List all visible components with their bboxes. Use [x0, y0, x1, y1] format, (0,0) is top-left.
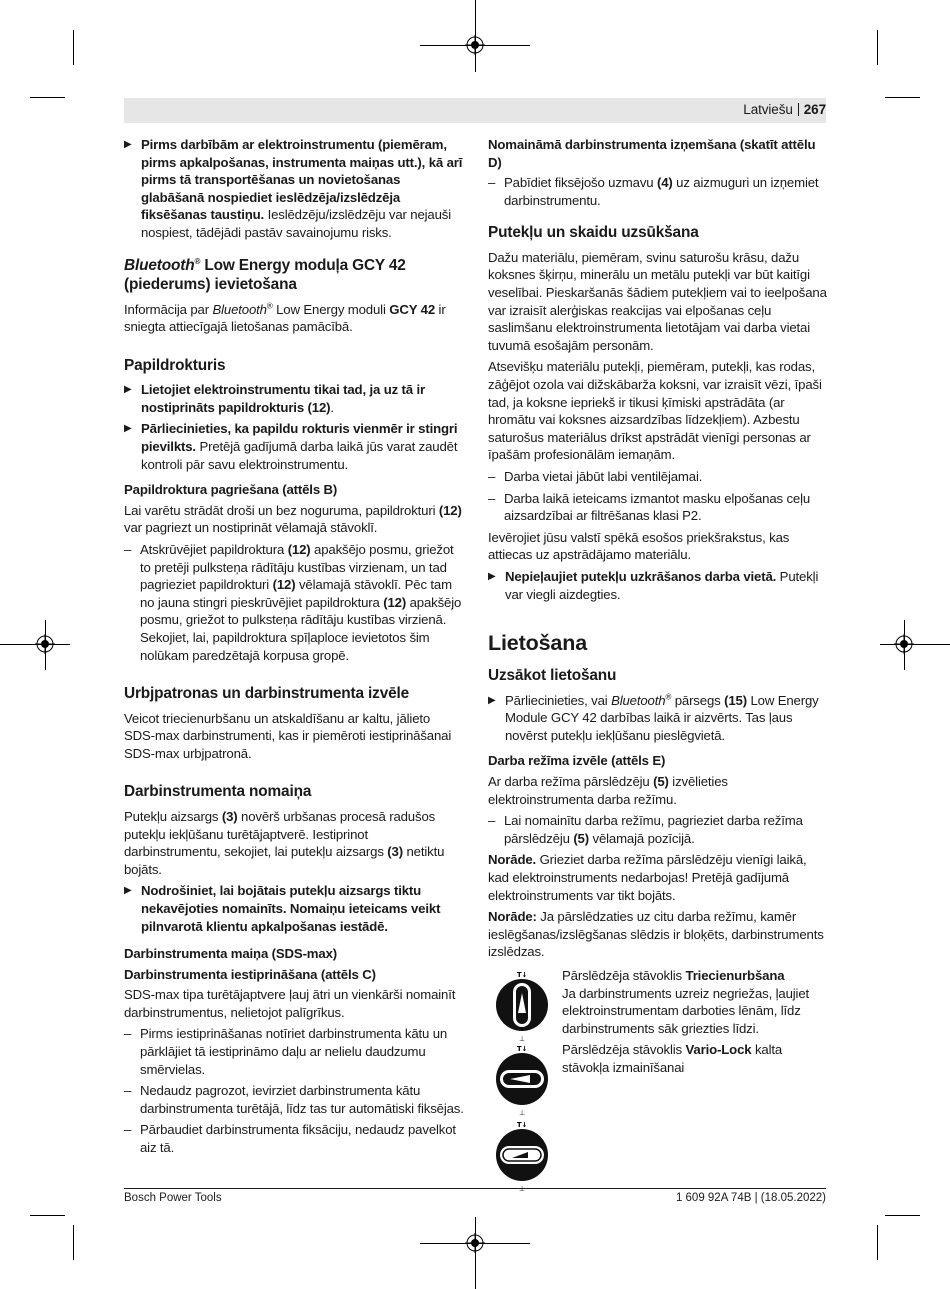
- bt-text-sup: ®: [266, 301, 273, 311]
- bluetooth-heading-rest: Low Energy moduļa GCY 42 (piederums) ievietošana: [124, 256, 406, 294]
- rotate-text: [124, 502, 464, 537]
- dust-step-1: – Darba vietai jābūt labi ventilējamai.: [488, 468, 828, 486]
- rotate-step-2: apakšējo posmu, griežot to pretēji pulksteņa rādītāju kustības virzienam, un tad pagrieziet papildrokturi: [140, 542, 454, 593]
- rotate-step-4: apakšējo posmu, griežot to pulksteņa rādītāju kustības virzienā. Sekojiet, lai, papildroktura spīļaploce ievietotos šim nolūkam paredzētajā korpusa gropē.: [140, 594, 462, 663]
- rotate-step-b2: (12): [272, 577, 296, 593]
- handle-bullet-1-end: .: [330, 399, 334, 415]
- change-warning: [124, 882, 464, 935]
- bluetooth-heading: [124, 256, 464, 295]
- dust-step-2: – Darba laikā ieteicams izmantot masku elpošanas ceļu aizsardzībai ar filtrēšanas klasi P2.: [488, 490, 828, 525]
- dust-heading: Putekļu un skaidu uzsūkšana: [488, 224, 699, 242]
- start-bullet-italic: Bluetooth: [611, 692, 666, 708]
- bt-text-3: ir sniegta attiecīgajā lietošanas pamācībā.: [124, 301, 446, 335]
- note-2: [488, 908, 828, 961]
- start-bullet-sup: ®: [665, 692, 672, 702]
- sw2-text: Pārslēdzēja stāvoklis: [562, 1042, 686, 1058]
- bluetooth-heading-sup: ®: [194, 256, 201, 266]
- crop-corner-tl: [73, 30, 74, 65]
- rotate-step: [124, 541, 464, 664]
- mode-text-1: Ar darba režīma pārslēdzēju: [488, 774, 654, 790]
- registration-mark-left-icon: [35, 634, 55, 654]
- handle-bullet-2-text: Pretējā gadījumā darba laikā jūs varat zaudēt kontroli pār savu elektroinstrumentu.: [141, 439, 458, 472]
- sw2-bold: Vario-Lock: [685, 1042, 752, 1058]
- sw1-bold: Triecienurbšana: [685, 967, 785, 983]
- rotate-step-b3: (12): [383, 594, 407, 610]
- chuck-text: Veicot triecienurbšanu un atskaldīšanu ar kaltu, jālieto SDS-max darbinstrumenti, kas ir piemēroti iestiprināšanai SDS-max urbjpatronā.: [124, 710, 452, 761]
- note-1: [488, 851, 828, 904]
- switch-dials: [488, 967, 556, 1202]
- footer-docid: 1 609 92A 74B | (18.05.2022): [675, 1192, 826, 1204]
- rotate-step-3: vēlamajā stāvoklī. Pēc tam no jauna stingri pieskrūvējiet papildroktura: [140, 577, 452, 610]
- handle-bullet-2-bold: Pārliecinieties, ka papildu rokturis vienmēr ir stingri pievilkts.: [141, 421, 458, 455]
- header-bar: [124, 98, 826, 123]
- insert-heading: Darbinstrumenta iestiprināšana (attēls C): [124, 966, 376, 982]
- remove-step: [488, 174, 828, 209]
- mode-step-1: Lai nomainītu darba režīmu, pagrieziet darba režīma pārslēdzēju: [504, 813, 803, 846]
- rotate-text-2: var pagriezt un nostiprināt vēlamajā stāvoklī.: [124, 520, 378, 536]
- mode-step-2: vēlamajā pozīcijā.: [588, 830, 695, 846]
- handle-bullet-2: [124, 420, 464, 473]
- mode-text-b: (5): [653, 774, 669, 790]
- dust-warning-bold: Nepieļaujiet putekļu uzkrāšanos darba vietā.: [505, 568, 777, 584]
- change-text-3: netiktu bojāts.: [124, 844, 445, 877]
- start-bullet-2: pārsegs: [671, 692, 725, 708]
- note-1-text: Grieziet darba režīma pārslēdzēju vienīgi laikā, kad elektroinstruments nedarbojas! Pretējā gadījumā elektroinstruments var tikt bojāts.: [488, 852, 807, 903]
- change-text: [124, 808, 464, 878]
- use-heading: Lietošana: [488, 631, 588, 656]
- rotate-heading: Papildroktura pagriešana (attēls B): [124, 482, 338, 498]
- crop-mark-bottom: [475, 1217, 476, 1289]
- crop-corner-tl-h: [30, 97, 65, 98]
- insert-step-2: – Nedaudz pagrozot, ievirziet darbinstrumenta kātu darbinstrumenta turētājā, līdz tas tur automātiski fiksējas.: [124, 1082, 464, 1117]
- header-language: Latviešu: [743, 102, 793, 117]
- svg-text:T↓: T↓: [516, 1120, 528, 1129]
- crop-mark-right: [880, 644, 950, 645]
- start-bullet-b: (15): [724, 692, 747, 708]
- left-column: [124, 136, 464, 1161]
- remove-step-b: (4): [656, 175, 673, 191]
- crop-corner-bl-h: [30, 1215, 65, 1216]
- start-bullet-3: Low Energy Module GCY 42 darbības laikā ir aizvērts. Tas ļaus novērst putekļu iekļūšanu pieslēgvietā.: [505, 692, 819, 743]
- handle-bullet-1-bold: Lietojiet elektroinstrumentu tikai tad, ja uz tā ir nostiprināts papildrokturis (12): [141, 382, 425, 415]
- registration-mark-right-icon: [894, 634, 914, 654]
- note-2-bold: Norāde:: [488, 909, 537, 925]
- dust-paragraph-2: Atsevišķu materiālu putekļi, piemēram, putekļi, kas rodas, zāģējot ozola vai dižskābarža koksni, var izraisīt vēzi, īpaši tad, ja koksne iepriekš ir tikusi ķīmiski apstrādāta (ar hromātu vai koksnes aizsardzības līdzekļiem). Azbestu saturošus materiālus drīkst apstrādāt vienīgi personas ar īpašām profesionālām iemaņām.: [488, 359, 822, 463]
- handle-heading: Papildrokturis: [124, 356, 226, 374]
- bt-text-1: Informācija par: [124, 301, 213, 317]
- remove-heading: Nomaināmā darbinstrumenta izņemšana (skatīt attēlu D): [488, 137, 816, 170]
- bluetooth-text: [124, 301, 464, 336]
- dust-paragraph-3: Ievērojiet jūsu valstī spēkā esošos priekšrakstus, kas attiecas uz apstrādājamo materiālu.: [488, 529, 790, 563]
- right-column: [488, 136, 828, 1187]
- rotate-step-b1: (12): [287, 542, 311, 557]
- change-text-1: Putekļu aizsargs: [124, 808, 222, 824]
- insert-step-1: – Pirms iestiprināšanas notīriet darbinstrumenta kātu un pārklājiet tā iestiprināmo daļu ar nelielu daudzumu smērvielas.: [124, 1025, 464, 1078]
- footer-rule: [124, 1188, 826, 1189]
- remove-step-1: Pabīdiet fiksējošo uzmavu: [504, 175, 657, 191]
- note-1-bold: Norāde.: [488, 852, 537, 868]
- handle-bullet-1: [124, 381, 464, 416]
- rotate-text-1: Lai varētu strādāt droši un bez noguruma, papildrokturi: [124, 502, 439, 518]
- start-bullet-1: Pārliecinieties, vai: [505, 692, 612, 708]
- switch-descriptions: [562, 967, 830, 1081]
- crop-corner-tr: [877, 30, 878, 65]
- svg-text:⊥: ⊥: [519, 1108, 525, 1117]
- change-text-2: novērš urbšanas procesā radušos putekļu iekļūšanu turētājaptverē. Iestiprinot darbinstrumentu, sekojiet, lai putekļu aizsargs: [124, 808, 436, 860]
- intro-warning: [124, 136, 464, 242]
- dust-warning-text: Putekļi var viegli aizdegties.: [505, 568, 819, 602]
- page-header: [743, 102, 826, 117]
- insert-text: SDS-max tipa turētājaptvere ļauj ātri un vienkārši nomainīt darbinstrumentus, nelietojot palīgrīkus.: [124, 987, 456, 1020]
- bluetooth-heading-italic: Bluetooth: [124, 256, 195, 274]
- footer-brand: Bosch Power Tools: [124, 1192, 222, 1204]
- intro-warning-text: Ieslēdzēju/izslēdzēju var nejauši nospiest, tādējādi pastāv savainojumu risks.: [141, 207, 452, 240]
- sw2-rest: kalta stāvokļa izmainīšanai: [562, 1042, 783, 1075]
- mode-step: [488, 812, 828, 847]
- switch-position-1: [562, 967, 830, 1037]
- change-text-b2: (3): [387, 844, 403, 860]
- svg-text:T↓: T↓: [516, 970, 528, 979]
- svg-text:⊥: ⊥: [519, 1034, 525, 1043]
- registration-mark-bottom-icon: [465, 1233, 485, 1253]
- bt-text-bold: GCY 42: [389, 301, 436, 317]
- page-number: 267: [803, 102, 826, 117]
- rotate-step-1: Atskrūvējiet papildroktura: [140, 542, 288, 557]
- chuck-heading: Urbjpatronas un darbinstrumenta izvēle: [124, 685, 410, 703]
- rotate-text-bold: (12): [438, 502, 462, 518]
- note-2-text: Ja pārslēdzaties uz citu darba režīmu, kamēr ieslēgšanas/izslēgšanas slēdzis ir bloķēts, darbinstruments izslēdzas.: [488, 909, 824, 960]
- change-warning-bold: Nodrošiniet, lai bojātais putekļu aizsargs tiktu nekavējoties nomainīts. Nomaiņu ieteicams veikt pilnvarotā klientu apkalpošanas iestādē.: [141, 883, 441, 934]
- switch-position-2: [562, 1041, 830, 1076]
- sw1-desc: Ja darbinstruments uzreiz negriežas, ļaujiet elektroinstrumentam darboties lēnām, līdz darbinstruments sāk griezties līdzi.: [562, 985, 810, 1036]
- dust-warning: [488, 568, 828, 603]
- sw1-text: Pārslēdzēja stāvoklis: [562, 967, 686, 983]
- svg-text:T↓: T↓: [516, 1044, 528, 1053]
- mode-text: [488, 773, 828, 808]
- sds-heading: Darbinstrumenta maiņa (SDS-max): [124, 946, 337, 962]
- registration-mark-top-icon: [465, 35, 485, 55]
- crop-corner-br-h: [885, 1215, 920, 1216]
- bt-text-2: Low Energy moduli: [272, 301, 390, 317]
- mode-switch-dials-icon: [488, 967, 556, 1197]
- insert-step-3: – Pārbaudiet darbinstrumenta fiksāciju, nedaudz pavelkot aiz tā.: [124, 1121, 464, 1156]
- remove-step-2: uz aizmuguri un izņemiet darbinstrumentu.: [504, 175, 819, 208]
- intro-warning-bold: Pirms darbībām ar elektroinstrumentu (piemēram, pirms apkalpošanas, instrumenta maiņas utt.), kā arī pirms tā transportēšanas un novietošanas glabāšanā nospiediet ieslēdzēja/izslēdzēja fiksēšanas taustiņu.: [141, 137, 463, 223]
- change-heading: Darbinstrumenta nomaiņa: [124, 783, 312, 801]
- change-text-b1: (3): [221, 808, 238, 824]
- dust-paragraph-1: Dažu materiālu, piemēram, svinu saturošu krāsu, dažu koksnes šķirņu, minerālu un metālu putekļi var būt kaitīgi veselībai. Pieskaršanās šādiem putekļiem vai to ieelpošana var izraisīt alerģiskas reakcijas vai elpošanas ceļu saslimšanu elektroinstrumenta lietotājam vai darba vietai tuvumā esošajām personām.: [488, 249, 827, 353]
- bt-text-italic: Bluetooth: [212, 301, 267, 317]
- crop-corner-bl: [73, 1225, 74, 1260]
- switch-positions: [488, 967, 828, 1187]
- start-bullet: [488, 692, 828, 745]
- start-heading: Uzsākot lietošanu: [488, 667, 617, 685]
- mode-text-2: izvēlieties elektroinstrumenta darba režīmu.: [488, 774, 728, 807]
- mode-heading: Darba režīma izvēle (attēls E): [488, 753, 666, 769]
- mode-step-b: (5): [573, 830, 589, 846]
- crop-corner-tr-h: [885, 97, 920, 98]
- crop-corner-br: [877, 1225, 878, 1260]
